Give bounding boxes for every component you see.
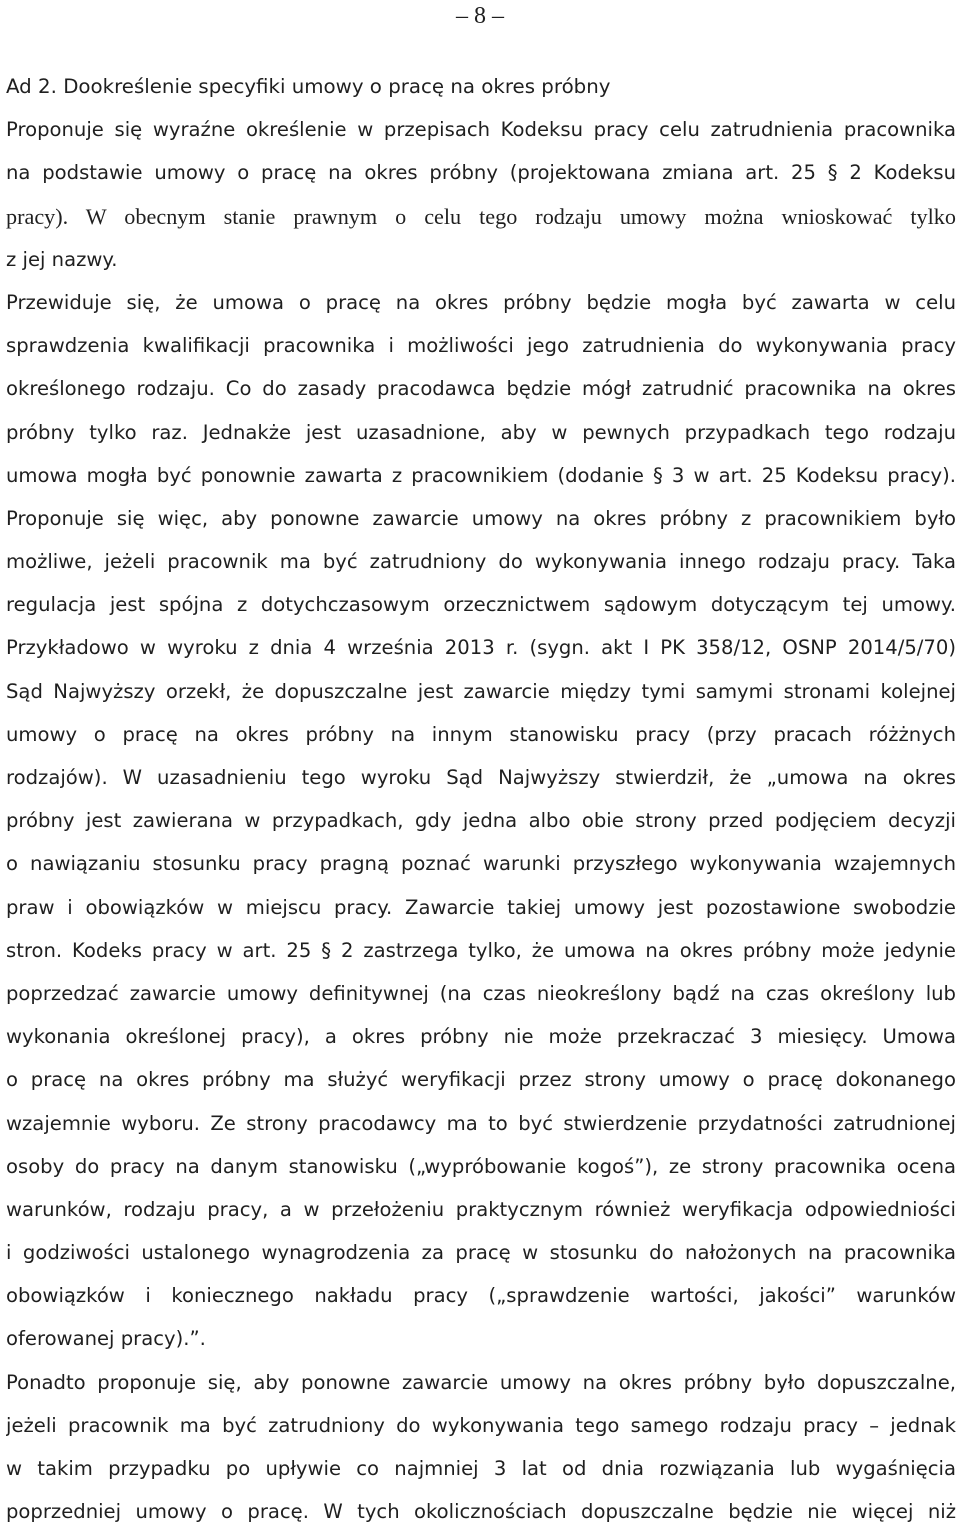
text-line: obowiązków i koniecznego nakładu pracy („sprawdzenie wartości, jakości” warunków bbox=[6, 1284, 956, 1308]
text-line: wzajemnie wyboru. Ze strony pracodawcy ma to być stwierdzenie przydatności zatrudnionej bbox=[6, 1111, 956, 1135]
text-line: możliwe, jeżeli pracownik ma być zatrudniony do wykonywania innego rodzaju pracy. Taka bbox=[6, 550, 956, 574]
text-line: w takim przypadku po upływie co najmniej 3 lat od dnia rozwiązania lub wygaśnięcia bbox=[6, 1457, 956, 1480]
section-heading: Ad 2. Dookreślenie specyfiki umowy o pracę na okres próbny bbox=[6, 75, 611, 98]
text-line: próbny jest zawierana w przypadkach, gdy jedna albo obie strony przed podjęciem decyzji bbox=[6, 809, 956, 833]
document-body bbox=[6, 65, 956, 1533]
text-line: o pracę na okres próbny ma służyć weryfikacji przez strony umowy o pracę dokonanego bbox=[6, 1068, 956, 1092]
text-line: na podstawie umowy o pracę na okres próbny (projektowana zmiana art. 25 § 2 Kodeksu bbox=[6, 161, 956, 185]
text-line: warunków, rodzaju pracy, a w przełożeniu praktycznym również weryfikacja odpowiedniości bbox=[6, 1197, 956, 1221]
text-line: stron. Kodeks pracy w art. 25 § 2 zastrzega tylko, że umowa na okres próbny może jedynie bbox=[6, 938, 956, 962]
text-line: z jej nazwy. bbox=[6, 247, 118, 271]
text-line: Przykładowo w wyroku z dnia 4 września 2013 r. (sygn. akt I PK 358/12, OSNP 2014/5/70) bbox=[6, 636, 956, 660]
text-line: próbny tylko raz. Jednakże jest uzasadnione, aby w pewnych przypadkach tego rodzaju bbox=[6, 420, 956, 444]
text-line: umowa mogła być ponownie zawarta z pracownikiem (dodanie § 3 w art. 25 Kodeksu pracy). bbox=[6, 463, 956, 487]
text-line: Ponadto proponuje się, aby ponowne zawarcie umowy na okres próbny było dopuszczalne, bbox=[6, 1370, 956, 1394]
text-line: pracy). W obecnym stanie prawnym o celu tego rodzaju umowy można wnioskować tylko bbox=[6, 203, 956, 229]
text-line: Sąd Najwyższy orzekł, że dopuszczalne jest zawarcie między tymi samymi stronami kolejnej bbox=[6, 679, 956, 703]
text-line: Proponuje się więc, aby ponowne zawarcie umowy na okres próbny z pracownikiem było bbox=[6, 506, 956, 530]
text-line: i godziwości ustalonego wynagrodzenia za pracę w stosunku do nałożonych na pracownika bbox=[6, 1241, 956, 1265]
text-line: praw i obowiązków w miejscu pracy. Zawarcie takiej umowy jest pozostawione swobodzie bbox=[6, 895, 956, 919]
text-line: poprzedniej umowy o pracę. W tych okolicznościach dopuszczalne będzie nie więcej niż bbox=[6, 1500, 956, 1524]
text-line: wykonania określonej pracy), a okres próbny nie może przekraczać 3 miesięcy. Umowa bbox=[6, 1025, 956, 1049]
text-line: oferowanej pracy).”. bbox=[6, 1327, 206, 1351]
text-line: Przewiduje się, że umowa o pracę na okres próbny będzie mogła być zawarta w celu bbox=[6, 290, 956, 314]
text-line: sprawdzenia kwalifikacji pracownika i możliwości jego zatrudnienia do wykonywania pracy bbox=[6, 334, 956, 358]
text-line: o nawiązaniu stosunku pracy pragną poznać warunki przyszłego wykonywania wzajemnych bbox=[6, 852, 956, 876]
text-line: Proponuje się wyraźne określenie w przepisach Kodeksu pracy celu zatrudnienia pracownika bbox=[6, 118, 956, 142]
text-line: jeżeli pracownik ma być zatrudniony do wykonywania tego samego rodzaju pracy – jednak bbox=[6, 1413, 956, 1437]
text-line: regulacja jest spójna z dotychczasowym orzecznictwem sądowym dotyczącym tej umowy. bbox=[6, 593, 956, 617]
text-line: poprzedzać zawarcie umowy definitywnej (na czas nieokreślony bądź na czas określony lub bbox=[6, 981, 956, 1005]
text-line: określonego rodzaju. Co do zasady pracodawca będzie mógł zatrudnić pracownika na okres bbox=[6, 377, 956, 401]
text-line: umowy o pracę na okres próbny na innym stanowisku pracy (przy pracach różżnych bbox=[6, 722, 956, 746]
page-number: – 8 – bbox=[456, 3, 504, 29]
text-line: osoby do pracy na danym stanowisku („wypróbowanie kogoś”), ze strony pracownika ocena bbox=[6, 1154, 956, 1178]
text-line: rodzajów). W uzasadnieniu tego wyroku Sąd Najwyższy stwierdził, że „umowa na okres bbox=[6, 766, 956, 789]
